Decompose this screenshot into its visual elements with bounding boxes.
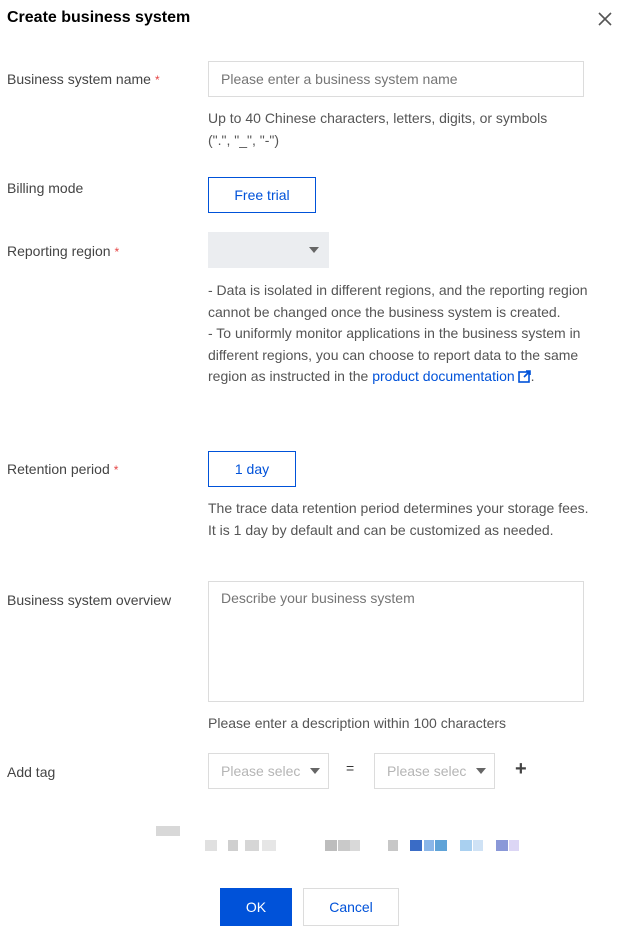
close-icon[interactable]: [596, 10, 614, 28]
overview-label: Business system overview: [7, 592, 172, 608]
caret-down-icon: [309, 247, 319, 253]
free-trial-option[interactable]: Free trial: [208, 177, 316, 213]
add-tag-button[interactable]: +: [515, 758, 527, 780]
product-documentation-link-text: product documentation: [372, 368, 515, 384]
region-label: [7, 243, 119, 259]
pixel-block: [460, 840, 472, 851]
product-documentation-link[interactable]: [372, 368, 530, 384]
required-mark: *: [154, 73, 160, 87]
name-help-line2: (".", "_", "-"): [208, 131, 280, 148]
tag-label: Add tag: [7, 764, 56, 780]
retention-label-text: Retention period: [7, 461, 110, 477]
pixel-block: [350, 840, 360, 851]
name-label: [7, 71, 160, 87]
region-help-end: .: [530, 368, 535, 384]
retention-1-day-option[interactable]: 1 day: [208, 451, 296, 487]
pixel-block: [205, 840, 217, 851]
pixel-block: [245, 840, 259, 851]
region-help-part2: [208, 323, 593, 388]
reporting-region-select[interactable]: [208, 232, 329, 268]
pixel-block: [496, 840, 508, 851]
region-help-text: - To uniformly monitor applications in the business system in different regions, you can choose to report data to the same region as instructed in the: [208, 325, 581, 384]
required-mark: *: [114, 245, 120, 259]
name-help: [208, 108, 593, 151]
name-help-line1: Up to 40 Chinese characters, letters, digits, or symbols: [208, 110, 548, 126]
dialog-title: Create business system: [7, 9, 191, 26]
business-system-overview-textarea[interactable]: [208, 581, 584, 702]
pixel-block: [262, 840, 276, 851]
tag-value-select[interactable]: [374, 753, 495, 789]
tag-key-placeholder: Please selec: [221, 763, 301, 779]
region-label-text: Reporting region: [7, 243, 111, 259]
pixel-block: [388, 840, 398, 851]
ok-button[interactable]: OK: [220, 888, 292, 926]
pixel-block: [424, 840, 434, 851]
external-link-icon: [518, 370, 531, 383]
region-help: [208, 280, 593, 388]
name-label-text: Business system name: [7, 71, 151, 87]
tag-value-placeholder: Please selec: [387, 763, 467, 779]
pixel-block: [509, 840, 519, 851]
equals-sign: =: [346, 760, 355, 776]
pixel-block: [410, 840, 422, 851]
pixel-block: [156, 826, 180, 836]
business-system-name-input[interactable]: [208, 61, 584, 97]
pixel-block: [325, 840, 337, 851]
region-help-part1: - Data is isolated in different regions, and the reporting region cannot be changed once the business system is created.: [208, 282, 588, 320]
caret-down-icon: [476, 768, 486, 774]
retention-help: The trace data retention period determines your storage fees. It is 1 day by default and can be customized as needed.: [208, 500, 589, 538]
pixel-block: [228, 840, 238, 851]
required-mark: *: [113, 463, 119, 477]
pixel-block: [338, 840, 350, 851]
billing-label: Billing mode: [7, 180, 84, 196]
caret-down-icon: [310, 768, 320, 774]
overview-help: Please enter a description within 100 characters: [208, 715, 507, 731]
pixel-block: [435, 840, 447, 851]
retention-label: [7, 461, 118, 477]
obscured-row: [150, 820, 530, 860]
tag-key-select[interactable]: [208, 753, 329, 789]
cancel-button[interactable]: Cancel: [303, 888, 399, 926]
pixel-block: [473, 840, 483, 851]
